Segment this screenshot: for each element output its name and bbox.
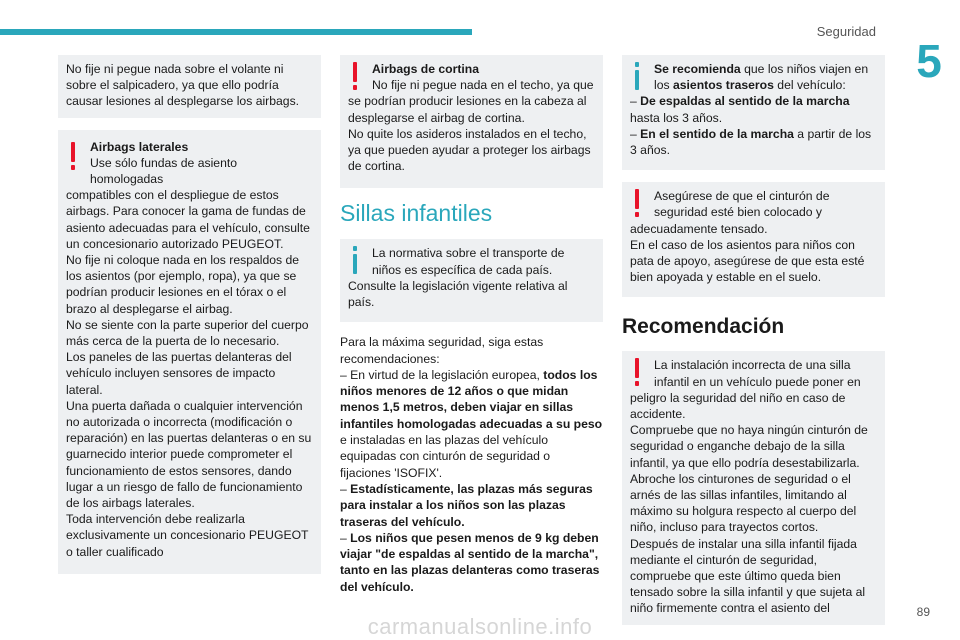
info-box-rear-seats	[622, 55, 885, 170]
warning-first-line: La instalación incorrecta de una silla	[654, 358, 851, 373]
info-second-line: los asientos traseros del vehículo:	[654, 78, 846, 93]
section-title: Seguridad	[816, 24, 876, 39]
warning-text: Abroche los cinturones de seguridad o el arnés de las sillas infantiles, limitando al máximo su holgura respecto al cuerpo del niño, incluso para trayectos cortos.	[630, 471, 857, 535]
list-item: – En virtud de la legislación europea, todos los niños menores de 12 años o que midan menos 1,5 metros, deben viajar en sillas infantiles homologadas adecuadas a su peso e instaladas en las plazas del vehículo equipadas con cinturón de seguridad o fijaciones 'ISOFIX'.	[340, 367, 603, 480]
warning-icon	[68, 142, 78, 172]
section-heading-child-seats: Sillas infantiles	[340, 200, 493, 227]
warning-text: No quite los asideros instalados en el techo, ya que pueden ayudar a proteger los airbags de cortina.	[348, 126, 591, 174]
warning-text: compatibles con el despliegue de estos airbags. Para conocer la gama de fundas de asiento adecuadas para el vehículo, consulte un concesionario autorizado PEUGEOT.	[66, 188, 310, 251]
warning-text: peligro la seguridad del niño en caso de accidente.	[630, 390, 846, 422]
warning-first-line: Asegúrese de que el cinturón de	[654, 189, 830, 204]
warning-text: Toda intervención debe realizarla exclusivamente un concesionario PEUGEOT o taller cualificado	[66, 512, 309, 559]
list-item: – De espaldas al sentido de la marcha hasta los 3 años.	[630, 94, 850, 125]
warning-first-line: No fije ni pegue nada en el techo, ya que	[372, 78, 594, 93]
warning-first-line: Use sólo fundas de asiento homologadas	[90, 155, 238, 187]
warning-box-curtain-airbags	[340, 55, 603, 188]
warning-text: No fije ni coloque nada en los respaldos de los asientos (por ejemplo, ropa), ya que se podrían producir lesiones en el tórax o el brazo al desplegarse el airbag.	[66, 253, 300, 316]
intro-paragraph: Para la máxima seguridad, siga estas recomendaciones:	[340, 335, 544, 366]
note-box-steering	[58, 55, 321, 118]
list-item: – En el sentido de la marcha a partir de los 3 años.	[630, 126, 872, 158]
warning-text: No se siente con la parte superior del cuerpo más cerca de la puerta de lo necesario.	[66, 317, 309, 349]
warning-text: Una puerta dañada o cualquier intervención no autorizada o incorrecta (modificación o reparación) en las puertas delanteras o en su guarnecido interior puede comprometer el funcionamiento de estos sensores, dando lugar a un riesgo de fallo de funcionamiento de los airbags laterales.	[66, 398, 312, 511]
list-item: – Estadísticamente, las plazas más seguras para instalar a los niños son las plazas traseras del vehículo.	[340, 481, 593, 529]
warning-icon	[632, 358, 642, 388]
warning-icon	[350, 62, 360, 92]
list-item: – Los niños que pesen menos de 9 kg deben viajar "de espaldas al sentido de la marcha", tanto en las plazas delanteras como traseras del vehículo.	[340, 530, 600, 594]
note-text: No fije ni pegue nada sobre el volante ni sobre el salpicadero, ya que ello podría causar lesiones al desplegarse los airbags.	[66, 62, 300, 109]
info-icon	[632, 62, 642, 92]
column-1	[58, 55, 321, 586]
warning-box-side-airbags	[58, 130, 321, 574]
warning-title: Airbags de cortina	[372, 62, 480, 76]
chapter-number: 5	[916, 35, 942, 87]
warning-title: Airbags laterales	[90, 139, 189, 154]
watermark: carmanualsonline.info	[367, 614, 593, 639]
warning-text: Compruebe que no haya ningún cinturón de seguridad o enganche debajo de la silla infantil, ya que ello podría desestabilizarla.	[630, 423, 868, 470]
warning-text: Los paneles de las puertas delanteras del vehículo incluyen sensores de impacto lateral.	[66, 350, 292, 397]
info-first-line: Se recomienda que los niños viajen en	[654, 62, 869, 76]
header-accent-bar	[0, 29, 472, 35]
info-text: Consulte la legislación vigente relativa al país.	[348, 278, 568, 310]
column-2	[340, 55, 603, 595]
warning-box-seatbelt	[622, 182, 885, 297]
info-first-line: La normativa sobre el transporte de	[372, 246, 565, 261]
info-second-line: niños es específica de cada país.	[372, 262, 553, 277]
info-box-regulations	[340, 239, 603, 322]
column-3	[622, 55, 885, 637]
warning-text: En el caso de los asientos para niños con pata de apoyo, asegúrese de que esta esté bien apoyada y estable en el suelo.	[630, 237, 865, 285]
warning-text: adecuadamente tensado.	[630, 221, 768, 236]
warning-text: se podrían producir lesiones en la cabeza al desplegarse el airbag de cortina.	[348, 94, 587, 125]
warning-second-line: seguridad esté bien colocado y	[654, 205, 823, 220]
warning-box-installation	[622, 351, 885, 624]
warning-icon	[632, 189, 642, 219]
info-icon	[350, 246, 360, 276]
warning-text: Después de instalar una silla infantil fijada mediante el cinturón de seguridad, compruebe que este último queda bien tensado sobre la silla infantil y que sujeta al niño firmemente contra el asiento del	[630, 536, 866, 616]
warning-second-line: infantil en un vehículo puede poner en	[654, 374, 861, 389]
page-number: 89	[916, 605, 930, 619]
recommendations-text	[340, 334, 603, 595]
section-heading-recommendation: Recomendación	[622, 315, 785, 339]
